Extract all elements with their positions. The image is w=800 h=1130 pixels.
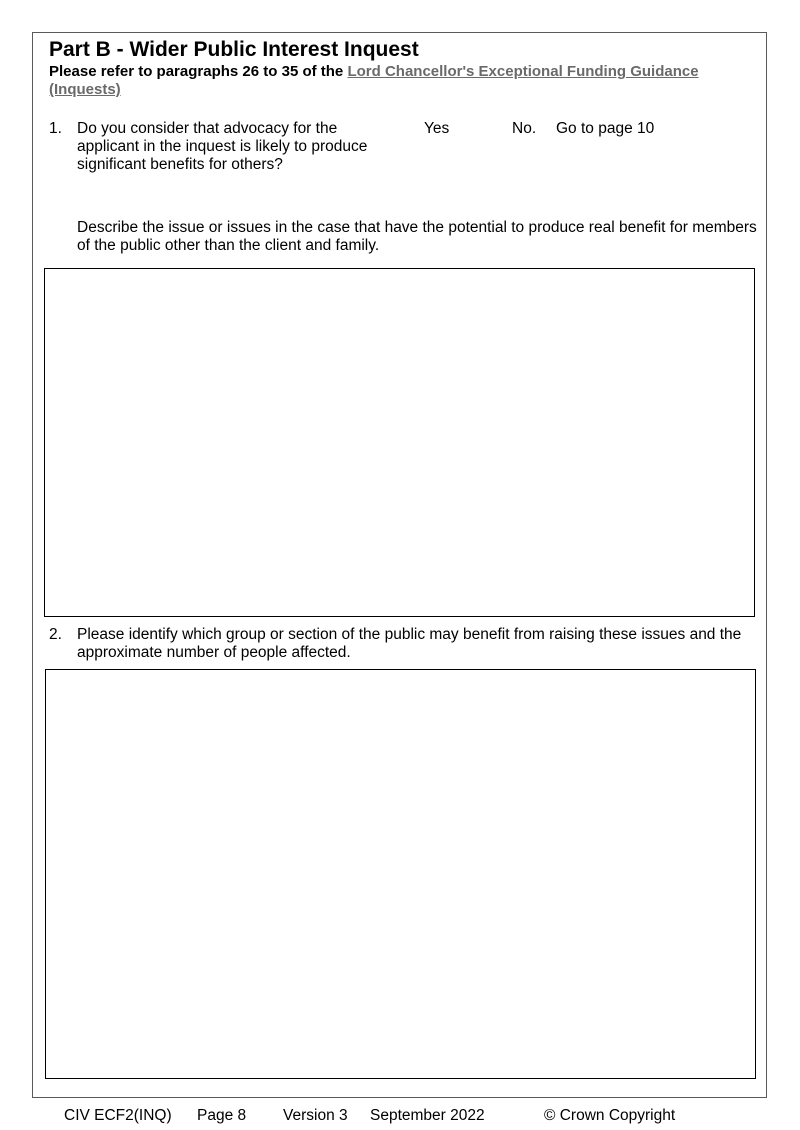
q1-yes-option[interactable]: Yes bbox=[424, 120, 450, 137]
guidance-link[interactable]: Lord Chancellor's Exceptional Funding Guidance (Inquests) bbox=[49, 63, 699, 98]
footer-copyright: © Crown Copyright bbox=[544, 1107, 676, 1124]
q1-describe-prompt: Describe the issue or issues in the case that have the potential to produce real benefit for members of the public other than the client and family. bbox=[77, 219, 757, 254]
q2-question: Please identify which group or section of the public may benefit from raising these issues and the approximate number of people affected. bbox=[77, 626, 742, 661]
q1-number: 1. bbox=[49, 120, 62, 137]
section-title: Part B - Wider Public Interest Inquest bbox=[49, 38, 419, 61]
q1-answer-box[interactable] bbox=[44, 268, 755, 617]
q1-no-instruction: Go to page 10 bbox=[556, 120, 655, 137]
footer-version: Version 3 bbox=[283, 1107, 348, 1124]
footer-date: September 2022 bbox=[370, 1107, 485, 1124]
q1-no-option[interactable]: No. bbox=[512, 120, 537, 137]
guidance-prefix: Please refer to paragraphs 26 to 35 of the bbox=[49, 63, 348, 80]
footer-form-code: CIV ECF2(INQ) bbox=[64, 1107, 172, 1124]
q2-answer-box[interactable] bbox=[45, 669, 756, 1079]
q2-number: 2. bbox=[49, 626, 62, 643]
q1-question: Do you consider that advocacy for the applicant in the inquest is likely to produce significant benefits for others? bbox=[77, 120, 368, 173]
footer-page-number: Page 8 bbox=[197, 1107, 247, 1124]
guidance-reference bbox=[49, 63, 759, 99]
